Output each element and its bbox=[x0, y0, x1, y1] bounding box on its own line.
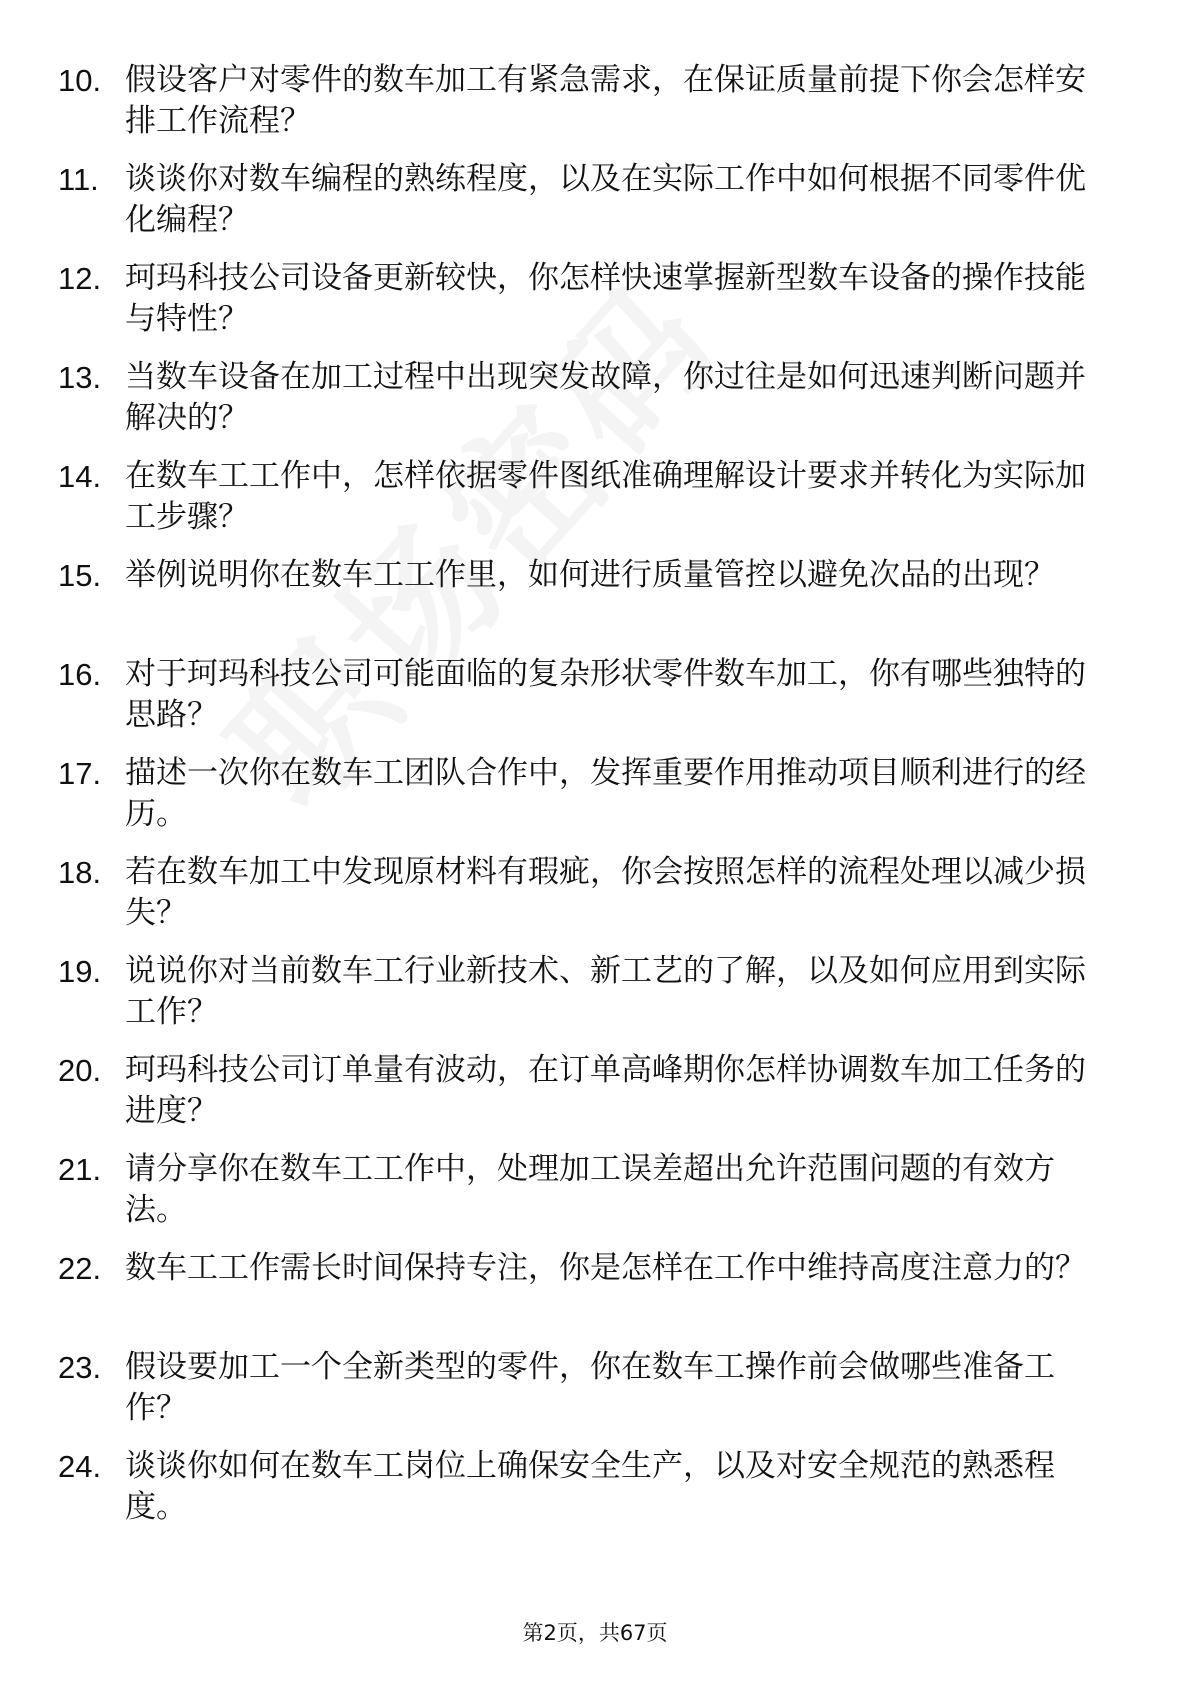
question-item bbox=[0, 139, 1190, 238]
question-number: 18. bbox=[58, 855, 102, 890]
question-item bbox=[0, 238, 1190, 337]
question-item bbox=[0, 1030, 1190, 1129]
question-number: 23. bbox=[58, 1350, 102, 1385]
question-item bbox=[0, 634, 1190, 733]
question-text: 谈谈你对数车编程的熟练程度，以及在实际工作中如何根据不同零件优化编程？ bbox=[125, 161, 1086, 238]
question-text: 谈谈你如何在数车工岗位上确保安全生产，以及对安全规范的熟悉程度。 bbox=[125, 1448, 1055, 1525]
question-item bbox=[0, 733, 1190, 832]
question-number: 17. bbox=[58, 756, 102, 791]
question-item bbox=[0, 1426, 1190, 1525]
question-number: 19. bbox=[58, 954, 102, 989]
question-number: 21. bbox=[58, 1152, 102, 1187]
question-list bbox=[0, 40, 1190, 1525]
question-item bbox=[0, 1327, 1190, 1426]
question-text: 珂玛科技公司设备更新较快，你怎样快速掌握新型数车设备的操作技能与特性？ bbox=[125, 260, 1086, 337]
question-number: 20. bbox=[58, 1053, 102, 1088]
question-item bbox=[0, 832, 1190, 931]
question-number: 11. bbox=[58, 162, 99, 197]
question-text: 说说你对当前数车工行业新技术、新工艺的了解，以及如何应用到实际工作？ bbox=[125, 953, 1086, 1030]
question-text: 珂玛科技公司订单量有波动，在订单高峰期你怎样协调数车加工任务的进度？ bbox=[125, 1052, 1086, 1129]
question-text: 假设要加工一个全新类型的零件，你在数车工操作前会做哪些准备工作？ bbox=[125, 1349, 1055, 1426]
question-number: 12. bbox=[58, 261, 102, 296]
question-text: 数车工工作需长时间保持专注，你是怎样在工作中维持高度注意力的？ bbox=[125, 1250, 1086, 1286]
question-text: 当数车设备在加工过程中出现突发故障，你过往是如何迅速判断问题并解决的？ bbox=[125, 359, 1086, 436]
question-text: 请分享你在数车工工作中，处理加工误差超出允许范围问题的有效方法。 bbox=[125, 1151, 1055, 1228]
question-item bbox=[0, 1228, 1190, 1327]
question-text: 举例说明你在数车工工作里，如何进行质量管控以避免次品的出现？ bbox=[125, 557, 1055, 593]
question-text: 在数车工工作中，怎样依据零件图纸准确理解设计要求并转化为实际加工步骤？ bbox=[125, 458, 1086, 535]
question-text: 假设客户对零件的数车加工有紧急需求，在保证质量前提下你会怎样安排工作流程？ bbox=[125, 62, 1086, 139]
question-item bbox=[0, 931, 1190, 1030]
question-item bbox=[0, 1129, 1190, 1228]
question-number: 22. bbox=[58, 1251, 102, 1286]
question-number: 10. bbox=[58, 63, 102, 98]
question-item bbox=[0, 40, 1190, 139]
question-text: 描述一次你在数车工团队合作中，发挥重要作用推动项目顺利进行的经历。 bbox=[125, 755, 1086, 832]
page-indicator: 第2页，共67页 bbox=[522, 1621, 668, 1645]
question-number: 14. bbox=[58, 459, 102, 494]
question-item bbox=[0, 436, 1190, 535]
question-text: 对于珂玛科技公司可能面临的复杂形状零件数车加工，你有哪些独特的思路？ bbox=[125, 656, 1086, 733]
question-item bbox=[0, 337, 1190, 436]
question-number: 24. bbox=[58, 1449, 102, 1484]
question-item bbox=[0, 535, 1190, 634]
question-number: 15. bbox=[58, 558, 102, 593]
question-number: 13. bbox=[58, 360, 102, 395]
question-text: 若在数车加工中发现原材料有瑕疵，你会按照怎样的流程处理以减少损失？ bbox=[125, 854, 1086, 931]
question-number: 16. bbox=[58, 657, 102, 692]
